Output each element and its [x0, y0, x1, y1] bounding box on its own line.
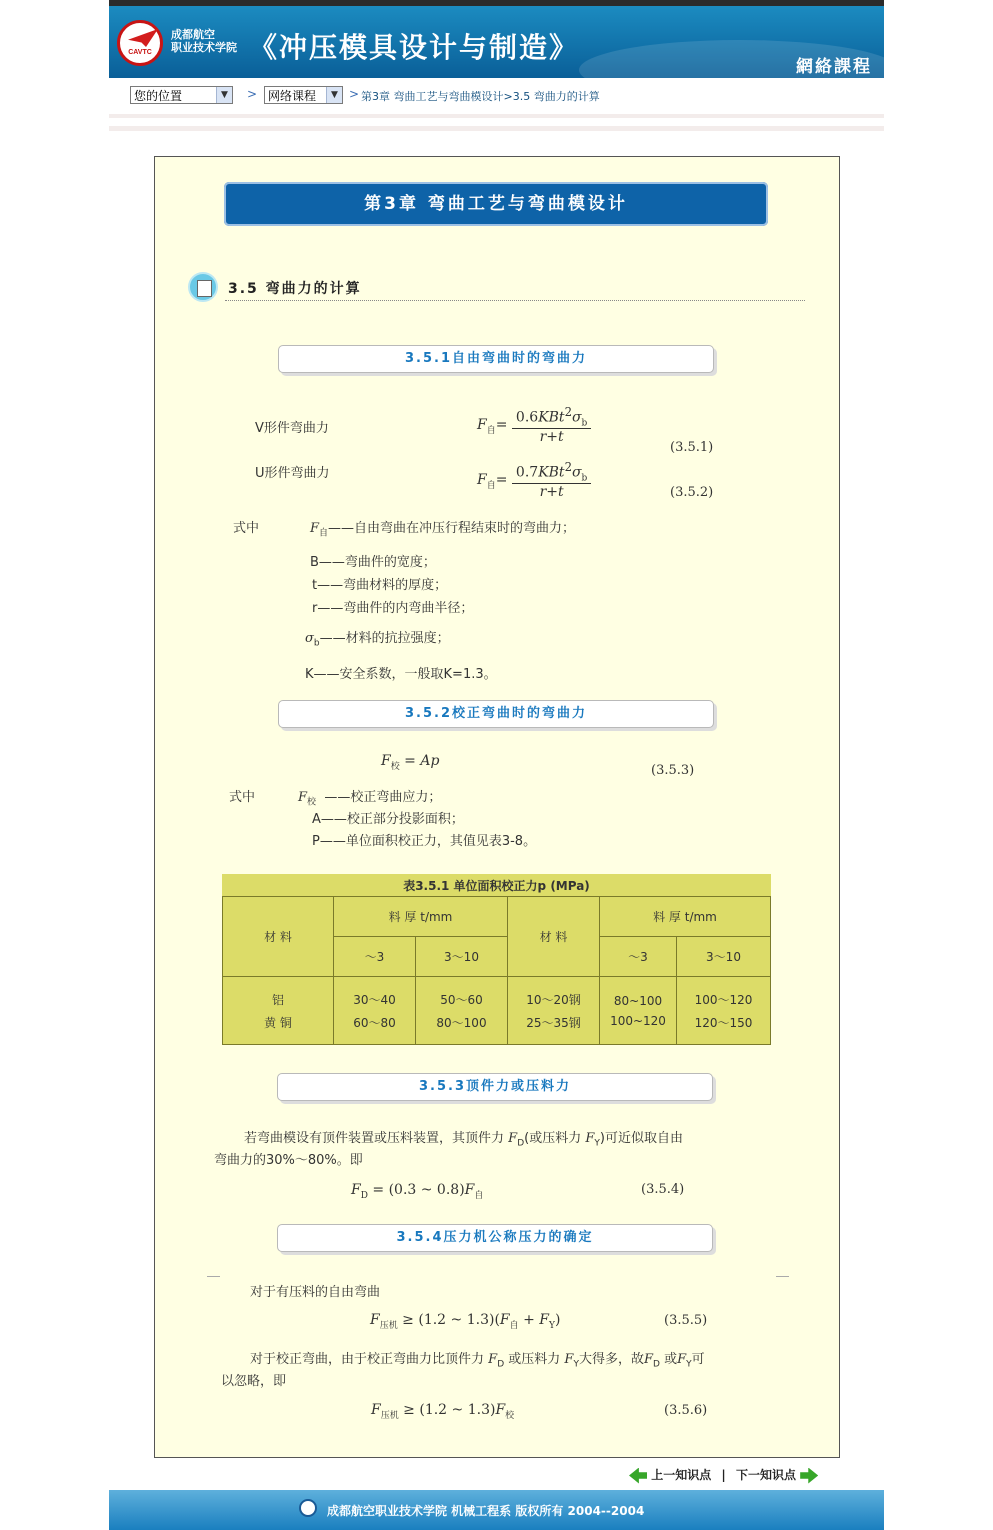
- course-title: 《冲压模具设计与制造》: [249, 31, 580, 64]
- paragraph: 对于校正弯曲，由于校正弯曲力比顶件力 $F_D$ 或压料力 $F_Y$大得多，故$F_D$ 或$F_Y$可: [250, 1352, 705, 1370]
- p-definition: P——单位面积校正力，其值见表3-8。: [312, 834, 537, 849]
- pager: [629, 1466, 818, 1484]
- equation-number: (3.5.6): [664, 1403, 708, 1418]
- formula-u-shape: $F_自=$ $\frac{0.7KBt^2\sigma_b}{r+t}$: [477, 460, 591, 500]
- header-top-strip: [109, 0, 884, 6]
- formula-press-correction: $F_{压机} \ge (1.2$ ~ $1.3)F_校$: [371, 1402, 515, 1421]
- paragraph: 弯曲力的30%～80%。即: [214, 1153, 363, 1168]
- equation-number: (3.5.1): [670, 440, 714, 455]
- equation-number: (3.5.2): [670, 485, 714, 500]
- symbol-definition: $F_校$ ——校正弯曲应力；: [298, 790, 442, 808]
- where-label: 式中: [233, 521, 260, 536]
- r-definition: r——弯曲件的内弯曲半径；: [312, 601, 474, 616]
- note-icon: [188, 272, 218, 302]
- table-cell: 30～40 60～80: [334, 977, 416, 1045]
- school-logo: [117, 20, 163, 66]
- table-header-col: ～3: [600, 937, 677, 977]
- chapter-title-box: [224, 182, 768, 226]
- divider: [109, 114, 884, 118]
- formula-ejection: $F_D = (0.3$ ~ $0.8)F_自$: [351, 1182, 484, 1201]
- equation-number: (3.5.3): [651, 763, 695, 778]
- lesson-content: [154, 156, 840, 1458]
- table-header-col: 3～10: [677, 937, 771, 977]
- arrow-right-icon[interactable]: [800, 1468, 818, 1484]
- table-header-material: 材 料: [223, 897, 334, 977]
- b-definition: B——弯曲件的宽度；: [310, 555, 436, 570]
- pager-divider: |: [721, 1468, 726, 1482]
- f-correction-definition: ——校正弯曲应力；: [324, 790, 442, 805]
- paragraph: 若弯曲模设有顶件装置或压料装置，其顶件力 $F_D$(或压料力 $F_Y$)可近似取自由: [244, 1131, 683, 1149]
- course-select-value: 网络课程: [268, 89, 317, 103]
- u-shape-label: U形件弯曲力: [255, 466, 330, 481]
- breadcrumb[interactable]: 第3章 弯曲工艺与弯曲模设计>3.5 弯曲力的计算: [361, 90, 600, 103]
- subsection-title: 3.5.1自由弯曲时的弯曲力: [278, 345, 714, 373]
- subsection-title: 3.5.2校正弯曲时的弯曲力: [278, 700, 714, 728]
- section-title: 3.5 弯曲力的计算: [228, 281, 362, 297]
- arrow-left-icon[interactable]: [629, 1468, 647, 1484]
- table-header-thickness: 料 厚 t/mm: [334, 897, 508, 937]
- v-shape-label: V形件弯曲力: [255, 421, 329, 436]
- location-select[interactable]: [130, 86, 233, 104]
- site-footer: [109, 1490, 884, 1530]
- school-name-line2: 职业技术学院: [171, 41, 237, 54]
- location-select-value: 您的位置: [134, 89, 183, 103]
- equation-number: (3.5.4): [641, 1182, 685, 1197]
- copyright-text: 成都航空职业技术学院 机械工程系 版权所有 2004--2004: [327, 1504, 645, 1518]
- chevron-right-icon: >: [349, 87, 360, 101]
- formula-correction: $F_校 = Ap$: [381, 753, 440, 772]
- previous-link[interactable]: 上一知识点: [651, 1468, 712, 1482]
- table-cell: 50～60 80～100: [416, 977, 508, 1045]
- equation-number: (3.5.5): [664, 1313, 708, 1328]
- table-cell: 80~100 100~120: [600, 977, 677, 1045]
- table-caption: 表3.5.1 单位面积校正力p (MPa): [223, 874, 771, 897]
- navigation-bar: [109, 82, 884, 110]
- table-cell: 100～120 120～150: [677, 977, 771, 1045]
- course-select[interactable]: [264, 86, 343, 104]
- table-header-col: 3～10: [416, 937, 508, 977]
- table-header-col: ～3: [334, 937, 416, 977]
- paragraph: 对于有压料的自由弯曲: [250, 1285, 381, 1300]
- paragraph: 以忽略，即: [221, 1374, 287, 1389]
- table-cell: 10～20钢 25～35钢: [508, 977, 600, 1045]
- sigma-definition: ——材料的抗拉强度；: [319, 631, 450, 646]
- page-frame: [109, 0, 884, 1530]
- chevron-right-icon: >: [247, 87, 258, 101]
- paper-icon: [197, 280, 212, 297]
- symbol-definition: $\sigma_b——$材料的抗拉强度；: [305, 631, 450, 649]
- formula-press-free: $F_{压机} \ge (1.2$ ~ $1.3)(F_自 + F_Y)$: [370, 1312, 561, 1331]
- chevron-down-icon: ▼: [326, 87, 342, 103]
- site-header: [109, 0, 884, 78]
- plane-icon: [128, 29, 158, 47]
- a-definition: A——校正部分投影面积；: [312, 812, 464, 827]
- next-link[interactable]: 下一知识点: [735, 1468, 796, 1482]
- t-definition: t——弯曲材料的厚度；: [312, 578, 448, 593]
- where-label: 式中: [229, 790, 256, 805]
- k-definition: K——安全系数，一般取K=1.3。: [305, 667, 497, 682]
- school-name: [171, 28, 237, 54]
- f-definition: ——自由弯曲在冲压行程结束时的弯曲力；: [328, 521, 576, 536]
- table-header-thickness: 料 厚 t/mm: [600, 897, 771, 937]
- logo-text: CAVTC: [128, 49, 152, 56]
- subsection-title: 3.5.4压力机公称压力的确定: [277, 1224, 713, 1252]
- chevron-down-icon: ▼: [216, 87, 232, 103]
- formula-v-shape: $F_自=$ $\frac{0.6KBt^2\sigma_b}{r+t}$: [477, 405, 591, 445]
- network-course-badge: 網絡課程: [796, 57, 872, 77]
- subsection-title: 3.5.3顶件力或压料力: [277, 1073, 713, 1101]
- divider: [109, 126, 884, 131]
- correction-force-table: [222, 874, 771, 1045]
- chapter-title: 第3章 弯曲工艺与弯曲模设计: [364, 194, 628, 214]
- divider: [225, 300, 805, 301]
- school-emblem-icon: [299, 1499, 317, 1517]
- table-header-material: 材 料: [508, 897, 600, 977]
- table-cell: 铝 黄 铜: [223, 977, 334, 1045]
- symbol-definition: $F_自——$自由弯曲在冲压行程结束时的弯曲力；: [310, 521, 576, 539]
- table-row: [223, 977, 771, 1045]
- school-name-line1: 成都航空: [171, 28, 215, 41]
